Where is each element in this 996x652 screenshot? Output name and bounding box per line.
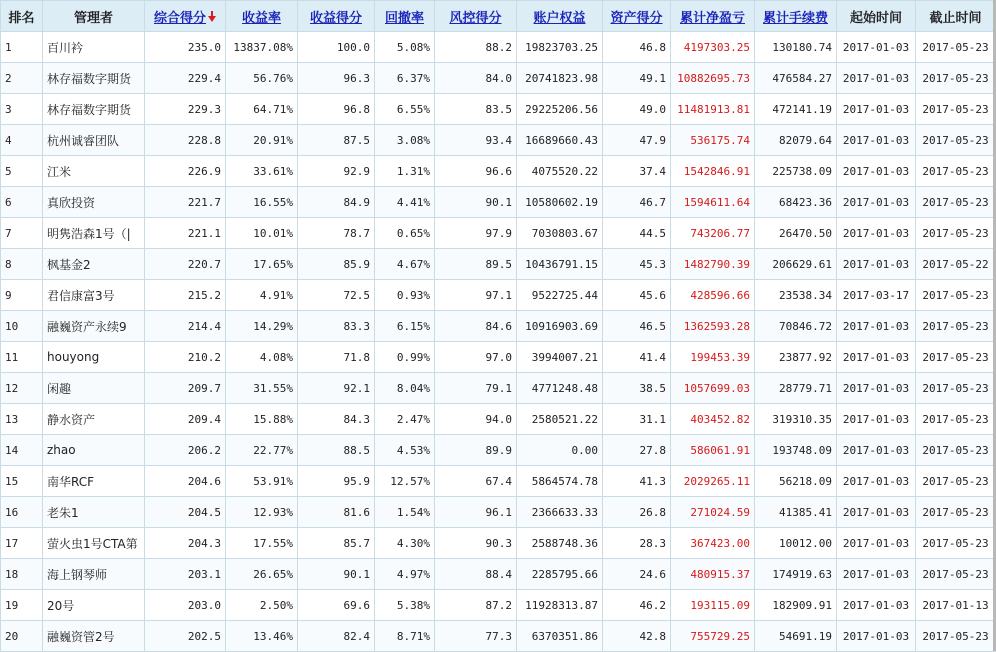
table-row (1, 435, 996, 466)
cell-return-rate: 20.91% (226, 125, 298, 156)
header-start-date: 起始时间 (837, 1, 916, 32)
cell-cum-pnl: 1594611.64 (671, 187, 755, 218)
cell-composite-score: 221.7 (145, 187, 226, 218)
header-drawdown[interactable]: 回撤率 (375, 1, 435, 32)
cell-start-date: 2017-01-03 (837, 63, 916, 94)
cell-cum-fee: 82079.64 (755, 125, 837, 156)
cell-equity: 2285795.66 (517, 559, 603, 590)
cell-asset-score: 27.8 (603, 435, 671, 466)
cell-end-date: 2017-05-23 (916, 497, 996, 528)
cell-composite-score: 215.2 (145, 280, 226, 311)
cell-drawdown: 12.57% (375, 466, 435, 497)
cell-risk-score: 90.1 (435, 187, 517, 218)
cell-composite-score: 204.6 (145, 466, 226, 497)
cell-risk-score: 96.6 (435, 156, 517, 187)
cell-start-date: 2017-01-03 (837, 528, 916, 559)
cell-rank: 17 (1, 528, 43, 559)
cell-risk-score: 87.2 (435, 590, 517, 621)
cell-manager: houyong (43, 342, 145, 373)
cell-return-score: 92.1 (298, 373, 375, 404)
cell-cum-pnl: 271024.59 (671, 497, 755, 528)
cell-risk-score: 77.3 (435, 621, 517, 652)
cell-return-rate: 12.93% (226, 497, 298, 528)
cell-composite-score: 228.8 (145, 125, 226, 156)
cell-cum-pnl: 403452.82 (671, 404, 755, 435)
cell-asset-score: 37.4 (603, 156, 671, 187)
cell-manager: 君信康富3号 (43, 280, 145, 311)
cell-cum-pnl: 480915.37 (671, 559, 755, 590)
cell-composite-score: 204.5 (145, 497, 226, 528)
cell-cum-pnl: 1362593.28 (671, 311, 755, 342)
cell-manager: 明隽浩森1号（| (43, 218, 145, 249)
cell-manager: 萤火虫1号CTA第 (43, 528, 145, 559)
cell-equity: 2588748.36 (517, 528, 603, 559)
cell-return-score: 84.3 (298, 404, 375, 435)
cell-end-date: 2017-05-23 (916, 94, 996, 125)
cell-manager: 20号 (43, 590, 145, 621)
cell-return-rate: 16.55% (226, 187, 298, 218)
cell-risk-score: 88.2 (435, 32, 517, 63)
cell-asset-score: 49.1 (603, 63, 671, 94)
cell-rank: 15 (1, 466, 43, 497)
cell-return-score: 90.1 (298, 559, 375, 590)
cell-cum-pnl: 428596.66 (671, 280, 755, 311)
cell-cum-pnl: 755729.25 (671, 621, 755, 652)
cell-equity: 6370351.86 (517, 621, 603, 652)
cell-risk-score: 88.4 (435, 559, 517, 590)
table-row (1, 466, 996, 497)
cell-rank: 12 (1, 373, 43, 404)
cell-composite-score: 229.4 (145, 63, 226, 94)
header-rank: 排名 (1, 1, 43, 32)
cell-manager: 海上钢琴师 (43, 559, 145, 590)
cell-drawdown: 0.65% (375, 218, 435, 249)
cell-composite-score: 202.5 (145, 621, 226, 652)
cell-drawdown: 4.41% (375, 187, 435, 218)
cell-risk-score: 94.0 (435, 404, 517, 435)
cell-start-date: 2017-01-03 (837, 125, 916, 156)
table-row (1, 373, 996, 404)
cell-rank: 19 (1, 590, 43, 621)
cell-end-date: 2017-05-23 (916, 187, 996, 218)
cell-rank: 11 (1, 342, 43, 373)
cell-return-rate: 33.61% (226, 156, 298, 187)
cell-rank: 1 (1, 32, 43, 63)
cell-cum-fee: 68423.36 (755, 187, 837, 218)
cell-return-score: 83.3 (298, 311, 375, 342)
cell-cum-fee: 130180.74 (755, 32, 837, 63)
cell-risk-score: 84.6 (435, 311, 517, 342)
cell-return-score: 92.9 (298, 156, 375, 187)
cell-composite-score: 214.4 (145, 311, 226, 342)
cell-equity: 4771248.48 (517, 373, 603, 404)
cell-asset-score: 45.6 (603, 280, 671, 311)
table-row (1, 249, 996, 280)
cell-end-date: 2017-05-23 (916, 156, 996, 187)
table-row (1, 404, 996, 435)
cell-cum-fee: 225738.09 (755, 156, 837, 187)
cell-risk-score: 97.0 (435, 342, 517, 373)
cell-drawdown: 6.15% (375, 311, 435, 342)
cell-cum-pnl: 193115.09 (671, 590, 755, 621)
cell-end-date: 2017-05-23 (916, 466, 996, 497)
cell-asset-score: 38.5 (603, 373, 671, 404)
cell-manager: 融巍资管2号 (43, 621, 145, 652)
cell-cum-fee: 319310.35 (755, 404, 837, 435)
cell-start-date: 2017-01-03 (837, 559, 916, 590)
cell-manager: 融巍资产永续9 (43, 311, 145, 342)
cell-cum-fee: 174919.63 (755, 559, 837, 590)
cell-cum-fee: 41385.41 (755, 497, 837, 528)
cell-return-rate: 10.01% (226, 218, 298, 249)
table-row (1, 590, 996, 621)
cell-rank: 10 (1, 311, 43, 342)
cell-drawdown: 4.53% (375, 435, 435, 466)
cell-start-date: 2017-01-03 (837, 435, 916, 466)
cell-composite-score: 220.7 (145, 249, 226, 280)
cell-equity: 5864574.78 (517, 466, 603, 497)
cell-return-rate: 14.29% (226, 311, 298, 342)
cell-cum-fee: 10012.00 (755, 528, 837, 559)
cell-start-date: 2017-01-03 (837, 94, 916, 125)
cell-drawdown: 4.67% (375, 249, 435, 280)
cell-asset-score: 42.8 (603, 621, 671, 652)
cell-return-score: 85.9 (298, 249, 375, 280)
cell-drawdown: 4.30% (375, 528, 435, 559)
cell-return-rate: 53.91% (226, 466, 298, 497)
cell-equity: 19823703.25 (517, 32, 603, 63)
table-header-row (1, 1, 996, 32)
cell-equity: 16689660.43 (517, 125, 603, 156)
cell-rank: 5 (1, 156, 43, 187)
cell-end-date: 2017-05-23 (916, 218, 996, 249)
cell-cum-fee: 206629.61 (755, 249, 837, 280)
cell-cum-fee: 193748.09 (755, 435, 837, 466)
table-row (1, 187, 996, 218)
cell-risk-score: 97.1 (435, 280, 517, 311)
cell-end-date: 2017-05-23 (916, 373, 996, 404)
cell-end-date: 2017-05-23 (916, 342, 996, 373)
cell-start-date: 2017-01-03 (837, 249, 916, 280)
cell-rank: 4 (1, 125, 43, 156)
cell-return-rate: 26.65% (226, 559, 298, 590)
cell-asset-score: 46.5 (603, 311, 671, 342)
cell-manager: 杭州诚睿团队 (43, 125, 145, 156)
cell-cum-pnl: 1057699.03 (671, 373, 755, 404)
cell-cum-fee: 26470.50 (755, 218, 837, 249)
cell-risk-score: 84.0 (435, 63, 517, 94)
table-row (1, 621, 996, 652)
cell-return-rate: 4.08% (226, 342, 298, 373)
table-row (1, 32, 996, 63)
cell-composite-score: 226.9 (145, 156, 226, 187)
cell-equity: 3994007.21 (517, 342, 603, 373)
cell-drawdown: 6.37% (375, 63, 435, 94)
cell-return-score: 85.7 (298, 528, 375, 559)
cell-return-score: 72.5 (298, 280, 375, 311)
cell-rank: 6 (1, 187, 43, 218)
cell-asset-score: 24.6 (603, 559, 671, 590)
cell-return-rate: 17.55% (226, 528, 298, 559)
cell-cum-pnl: 1482790.39 (671, 249, 755, 280)
cell-return-score: 88.5 (298, 435, 375, 466)
cell-end-date: 2017-05-23 (916, 559, 996, 590)
cell-manager: 林存福数字期货 (43, 94, 145, 125)
cell-start-date: 2017-01-03 (837, 342, 916, 373)
cell-asset-score: 47.9 (603, 125, 671, 156)
cell-return-score: 87.5 (298, 125, 375, 156)
table-row (1, 528, 996, 559)
cell-return-rate: 31.55% (226, 373, 298, 404)
cell-composite-score: 229.3 (145, 94, 226, 125)
cell-cum-fee: 472141.19 (755, 94, 837, 125)
cell-rank: 13 (1, 404, 43, 435)
cell-cum-pnl: 536175.74 (671, 125, 755, 156)
table-row (1, 311, 996, 342)
cell-equity: 10580602.19 (517, 187, 603, 218)
cell-manager: 静水资产 (43, 404, 145, 435)
header-composite-score-label[interactable]: 综合得分 (153, 10, 206, 26)
cell-rank: 8 (1, 249, 43, 280)
cell-risk-score: 83.5 (435, 94, 517, 125)
header-manager: 管理者 (43, 1, 145, 32)
cell-end-date: 2017-05-23 (916, 528, 996, 559)
cell-cum-pnl: 10882695.73 (671, 63, 755, 94)
cell-return-rate: 15.88% (226, 404, 298, 435)
cell-end-date: 2017-05-23 (916, 280, 996, 311)
cell-equity: 10916903.69 (517, 311, 603, 342)
cell-composite-score: 209.4 (145, 404, 226, 435)
header-return-rate[interactable]: 收益率 (226, 1, 298, 32)
cell-return-rate: 22.77% (226, 435, 298, 466)
cell-composite-score: 203.0 (145, 590, 226, 621)
table-row (1, 94, 996, 125)
cell-cum-fee: 70846.72 (755, 311, 837, 342)
cell-return-rate: 2.50% (226, 590, 298, 621)
cell-asset-score: 45.3 (603, 249, 671, 280)
cell-equity: 20741823.98 (517, 63, 603, 94)
cell-end-date: 2017-05-23 (916, 32, 996, 63)
cell-return-rate: 4.91% (226, 280, 298, 311)
cell-return-score: 96.3 (298, 63, 375, 94)
cell-cum-pnl: 4197303.25 (671, 32, 755, 63)
cell-equity: 29225206.56 (517, 94, 603, 125)
cell-end-date: 2017-05-23 (916, 621, 996, 652)
cell-composite-score: 204.3 (145, 528, 226, 559)
cell-cum-pnl: 2029265.11 (671, 466, 755, 497)
cell-asset-score: 26.8 (603, 497, 671, 528)
cell-start-date: 2017-01-03 (837, 466, 916, 497)
cell-start-date: 2017-01-03 (837, 311, 916, 342)
cell-risk-score: 67.4 (435, 466, 517, 497)
cell-asset-score: 46.2 (603, 590, 671, 621)
cell-cum-fee: 28779.71 (755, 373, 837, 404)
cell-rank: 7 (1, 218, 43, 249)
table-row (1, 156, 996, 187)
cell-risk-score: 90.3 (435, 528, 517, 559)
cell-return-score: 82.4 (298, 621, 375, 652)
cell-drawdown: 3.08% (375, 125, 435, 156)
cell-return-rate: 17.65% (226, 249, 298, 280)
cell-end-date: 2017-05-23 (916, 125, 996, 156)
cell-start-date: 2017-01-03 (837, 156, 916, 187)
cell-cum-pnl: 743206.77 (671, 218, 755, 249)
cell-return-rate: 64.71% (226, 94, 298, 125)
cell-cum-pnl: 11481913.81 (671, 94, 755, 125)
table-row (1, 63, 996, 94)
cell-manager: 江米 (43, 156, 145, 187)
cell-cum-pnl: 586061.91 (671, 435, 755, 466)
cell-risk-score: 93.4 (435, 125, 517, 156)
cell-drawdown: 2.47% (375, 404, 435, 435)
cell-end-date: 2017-05-23 (916, 311, 996, 342)
cell-equity: 4075520.22 (517, 156, 603, 187)
cell-asset-score: 41.4 (603, 342, 671, 373)
cell-cum-pnl: 1542846.91 (671, 156, 755, 187)
cell-end-date: 2017-05-23 (916, 63, 996, 94)
cell-asset-score: 28.3 (603, 528, 671, 559)
cell-rank: 16 (1, 497, 43, 528)
header-equity[interactable]: 账户权益 (517, 1, 603, 32)
table-row (1, 280, 996, 311)
cell-cum-fee: 23877.92 (755, 342, 837, 373)
cell-drawdown: 8.71% (375, 621, 435, 652)
cell-drawdown: 8.04% (375, 373, 435, 404)
cell-start-date: 2017-01-03 (837, 187, 916, 218)
cell-drawdown: 5.08% (375, 32, 435, 63)
arrow-down-icon[interactable] (208, 11, 216, 26)
cell-asset-score: 44.5 (603, 218, 671, 249)
cell-cum-fee: 476584.27 (755, 63, 837, 94)
cell-manager: 闲趣 (43, 373, 145, 404)
cell-drawdown: 1.31% (375, 156, 435, 187)
cell-return-score: 71.8 (298, 342, 375, 373)
cell-drawdown: 4.97% (375, 559, 435, 590)
cell-cum-fee: 182909.91 (755, 590, 837, 621)
header-cum-pnl[interactable]: 累计净盈亏 (671, 1, 755, 32)
header-asset-score[interactable]: 资产得分 (603, 1, 671, 32)
cell-drawdown: 5.38% (375, 590, 435, 621)
cell-return-score: 81.6 (298, 497, 375, 528)
cell-drawdown: 0.99% (375, 342, 435, 373)
cell-rank: 3 (1, 94, 43, 125)
cell-manager: 百川衿 (43, 32, 145, 63)
cell-equity: 0.00 (517, 435, 603, 466)
cell-rank: 14 (1, 435, 43, 466)
cell-asset-score: 31.1 (603, 404, 671, 435)
cell-equity: 11928313.87 (517, 590, 603, 621)
cell-cum-fee: 23538.34 (755, 280, 837, 311)
cell-return-score: 69.6 (298, 590, 375, 621)
cell-rank: 2 (1, 63, 43, 94)
table-row (1, 559, 996, 590)
cell-cum-pnl: 199453.39 (671, 342, 755, 373)
cell-drawdown: 0.93% (375, 280, 435, 311)
cell-drawdown: 6.55% (375, 94, 435, 125)
cell-return-rate: 13837.08% (226, 32, 298, 63)
table-row (1, 342, 996, 373)
header-end-date: 截止时间 (916, 1, 996, 32)
cell-start-date: 2017-01-03 (837, 497, 916, 528)
cell-manager: zhao (43, 435, 145, 466)
cell-cum-fee: 56218.09 (755, 466, 837, 497)
header-cum-fee[interactable]: 累计手续费 (755, 1, 837, 32)
header-return-score[interactable]: 收益得分 (298, 1, 375, 32)
cell-end-date: 2017-05-23 (916, 404, 996, 435)
cell-risk-score: 89.9 (435, 435, 517, 466)
cell-equity: 2580521.22 (517, 404, 603, 435)
cell-equity: 9522725.44 (517, 280, 603, 311)
cell-start-date: 2017-01-03 (837, 590, 916, 621)
cell-manager: 林存福数字期货 (43, 63, 145, 94)
cell-end-date: 2017-05-22 (916, 249, 996, 280)
table-row (1, 497, 996, 528)
cell-risk-score: 89.5 (435, 249, 517, 280)
cell-rank: 20 (1, 621, 43, 652)
cell-asset-score: 49.0 (603, 94, 671, 125)
cell-manager: 南华RCF (43, 466, 145, 497)
table-body (1, 32, 996, 652)
table-row (1, 125, 996, 156)
cell-manager: 枫基金2 (43, 249, 145, 280)
cell-manager: 老朱1 (43, 497, 145, 528)
cell-return-score: 95.9 (298, 466, 375, 497)
header-risk-score[interactable]: 风控得分 (435, 1, 517, 32)
cell-composite-score: 203.1 (145, 559, 226, 590)
cell-composite-score: 209.7 (145, 373, 226, 404)
cell-cum-fee: 54691.19 (755, 621, 837, 652)
cell-return-score: 96.8 (298, 94, 375, 125)
cell-composite-score: 235.0 (145, 32, 226, 63)
header-composite-score[interactable] (145, 1, 226, 32)
cell-equity: 2366633.33 (517, 497, 603, 528)
cell-return-score: 78.7 (298, 218, 375, 249)
cell-return-rate: 13.46% (226, 621, 298, 652)
cell-asset-score: 46.8 (603, 32, 671, 63)
cell-composite-score: 206.2 (145, 435, 226, 466)
cell-cum-pnl: 367423.00 (671, 528, 755, 559)
cell-manager: 真欣投资 (43, 187, 145, 218)
table-row (1, 218, 996, 249)
cell-start-date: 2017-01-03 (837, 621, 916, 652)
cell-rank: 18 (1, 559, 43, 590)
cell-start-date: 2017-01-03 (837, 373, 916, 404)
cell-end-date: 2017-05-23 (916, 435, 996, 466)
cell-start-date: 2017-03-17 (837, 280, 916, 311)
cell-risk-score: 96.1 (435, 497, 517, 528)
cell-rank: 9 (1, 280, 43, 311)
cell-risk-score: 97.9 (435, 218, 517, 249)
cell-asset-score: 41.3 (603, 466, 671, 497)
cell-equity: 10436791.15 (517, 249, 603, 280)
cell-equity: 7030803.67 (517, 218, 603, 249)
cell-risk-score: 79.1 (435, 373, 517, 404)
cell-return-score: 84.9 (298, 187, 375, 218)
cell-composite-score: 210.2 (145, 342, 226, 373)
cell-composite-score: 221.1 (145, 218, 226, 249)
cell-end-date: 2017-01-13 (916, 590, 996, 621)
cell-drawdown: 1.54% (375, 497, 435, 528)
cell-asset-score: 46.7 (603, 187, 671, 218)
cell-start-date: 2017-01-03 (837, 32, 916, 63)
cell-start-date: 2017-01-03 (837, 218, 916, 249)
cell-return-score: 100.0 (298, 32, 375, 63)
cell-return-rate: 56.76% (226, 63, 298, 94)
cell-start-date: 2017-01-03 (837, 404, 916, 435)
